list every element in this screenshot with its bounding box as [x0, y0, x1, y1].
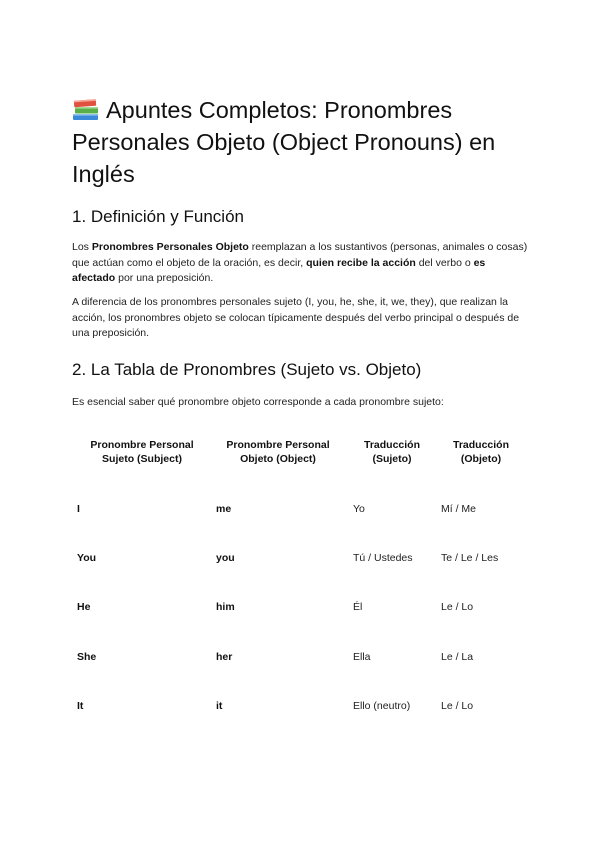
table-cell-translation-object: Mí / Me [441, 503, 477, 515]
table-cell-subject: She [77, 651, 97, 663]
table-header-translation-subject: Traducción (Sujeto) [363, 439, 420, 465]
term-quien-recibe: quien recibe la acción [306, 256, 416, 269]
section-heading-table: 2. La Tabla de Pronombres (Sujeto vs. Objeto) [72, 360, 422, 379]
table-cell-translation-subject: Yo [353, 503, 365, 515]
term-es-afectado: es afectado [72, 256, 486, 284]
table-cell-object: her [216, 651, 233, 663]
table-cell-translation-subject: Ella [353, 651, 371, 663]
table-intro-paragraph: Es esencial saber qué pronombre objeto corresponde a cada pronombre sujeto: [72, 396, 444, 408]
table-cell-subject: You [77, 552, 97, 564]
table-cell-translation-object: Le / Lo [441, 601, 474, 613]
term-pronombres-objeto: Pronombres Personales Objeto [91, 241, 249, 253]
comparison-paragraph: A diferencia de los pronombres personales sujeto (I, you, he, she, it, we, they), que realizan la acción, los pronombres objeto se colocan típicamente después del verbo principal o después de una preposición. [72, 296, 520, 339]
table-cell-object: it [216, 700, 223, 712]
books-icon [72, 99, 100, 121]
section-heading-definition: 1. Definición y Función [72, 207, 244, 226]
table-cell-object: him [216, 601, 235, 613]
table-cell-translation-subject: Ello (neutro) [353, 700, 411, 712]
table-header-translation-object: Traducción (Objeto) [452, 439, 509, 465]
table-cell-translation-subject: Tú / Ustedes [353, 552, 413, 564]
table-cell-translation-object: Le / Lo [441, 700, 474, 712]
table-cell-subject: I [77, 503, 80, 515]
page-title-text: Apuntes Completos: Pronombres Personales Objeto (Object Pronouns) en Inglés [72, 97, 496, 187]
table-cell-object: you [216, 552, 235, 564]
table-cell-subject: He [77, 601, 91, 613]
table-header-subject: Pronombre Personal Sujeto (Subject) [90, 439, 194, 465]
table-cell-object: me [216, 503, 232, 515]
table-cell-translation-object: Le / La [441, 651, 474, 663]
table-cell-translation-object: Te / Le / Les [441, 552, 499, 564]
table-cell-subject: It [77, 700, 84, 712]
definition-paragraph: Los Pronombres Personales Objeto reemplazan a los sustantivos (personas, animales o cosas) que actúan como el objeto de la oración, es decir, quien recibe la acción del verbo o es afectado por una preposición. [72, 241, 528, 284]
table-header-object: Pronombre Personal Objeto (Object) [226, 439, 330, 465]
table-cell-translation-subject: Él [353, 601, 363, 613]
page-title [72, 94, 542, 190]
